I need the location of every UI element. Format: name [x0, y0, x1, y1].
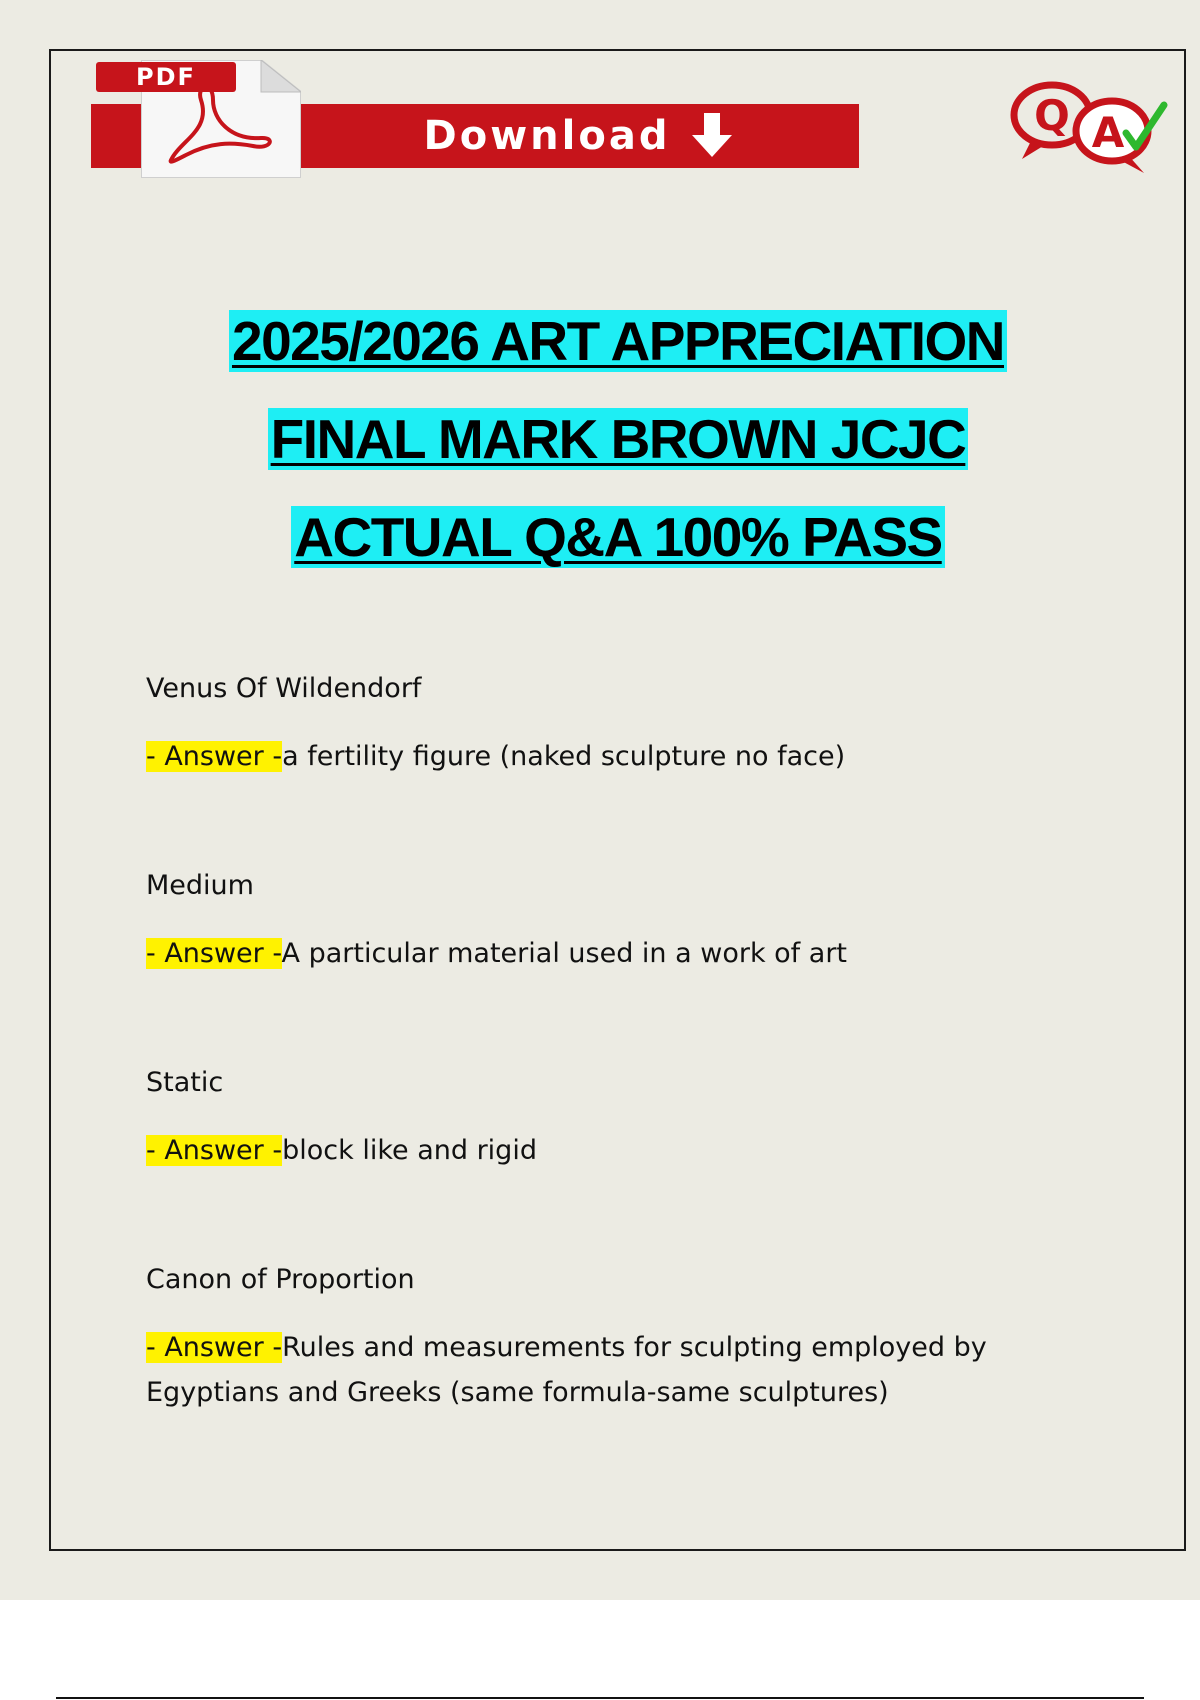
qa-item: [146, 1062, 1106, 1259]
answer-text: [146, 734, 1106, 779]
download-label: Download: [423, 113, 671, 159]
title-line-2: FINAL MARK BROWN JCJC: [268, 408, 969, 470]
answer-tag: - Answer -: [146, 741, 283, 772]
svg-text:Q: Q: [1034, 91, 1070, 140]
pdf-label: PDF: [96, 62, 236, 92]
footer-rule: [56, 1697, 1144, 1699]
question-text: Canon of Proportion: [146, 1264, 415, 1295]
document-title: [0, 292, 1200, 586]
question-text: Medium: [146, 870, 254, 901]
qa-list: [146, 668, 1106, 1456]
answer-body: Rules and measurements for sculpting employed by Egyptians and Greeks (same formula-same sculptures): [146, 1332, 987, 1408]
answer-body: A particular material used in a work of art: [281, 938, 847, 969]
pdf-download-banner[interactable]: [91, 60, 859, 170]
answer-body: block like and rigid: [282, 1135, 537, 1166]
title-line-3: ACTUAL Q&A 100% PASS: [291, 506, 944, 568]
answer-text: [146, 1325, 1106, 1415]
answer-text: [146, 1128, 1106, 1173]
title-line-1: 2025/2026 ART APPRECIATION: [229, 310, 1007, 372]
question-text: Static: [146, 1067, 224, 1098]
svg-text:A: A: [1091, 108, 1125, 157]
qa-item: [146, 1259, 1106, 1456]
answer-tag: - Answer -: [146, 938, 282, 969]
question-text: Venus Of Wildendorf: [146, 673, 422, 704]
qa-item: [146, 865, 1106, 1062]
answer-tag: - Answer -: [146, 1135, 283, 1166]
qa-checkmark-logo: [1004, 75, 1172, 175]
download-arrow-icon: [690, 111, 734, 161]
qa-item: [146, 668, 1106, 865]
download-button[interactable]: [299, 104, 859, 168]
answer-tag: - Answer -: [146, 1332, 283, 1363]
answer-text: [146, 931, 1106, 976]
answer-body: a fertility figure (naked sculpture no face): [282, 741, 846, 772]
